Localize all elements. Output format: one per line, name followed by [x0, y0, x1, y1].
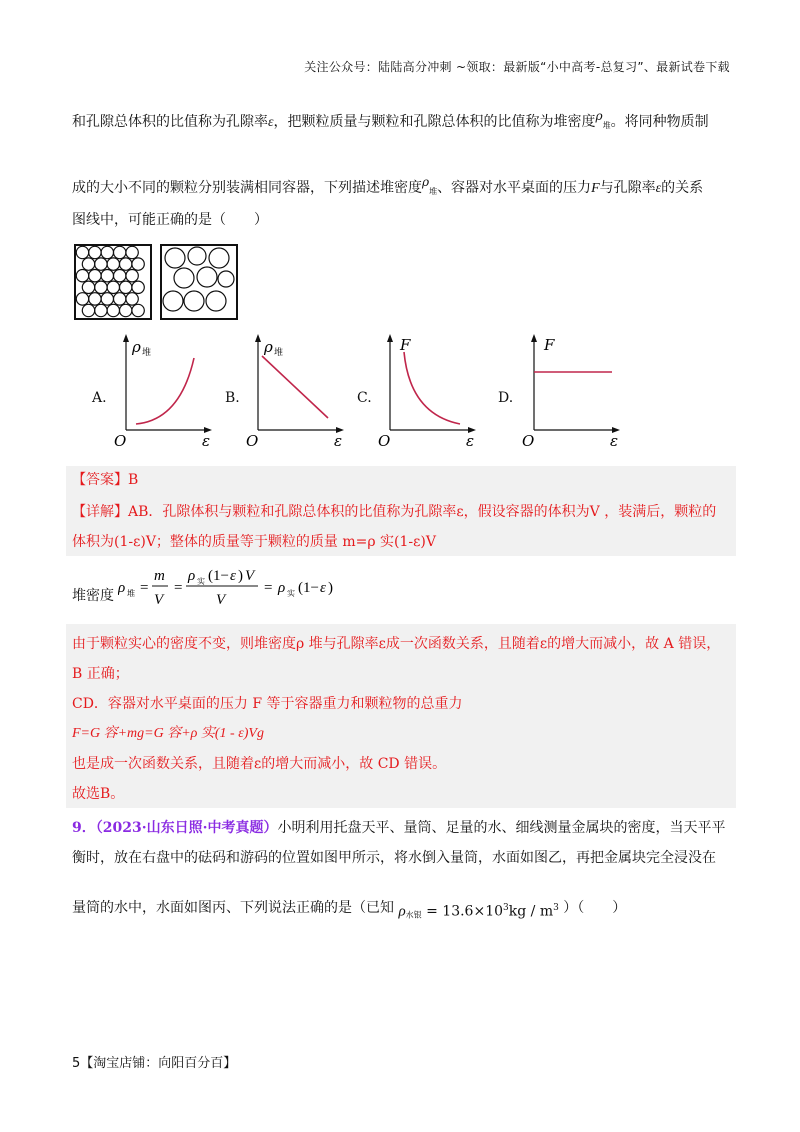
page-footer: 5【淘宝店铺：向阳百分百】 — [72, 1056, 237, 1071]
q-text: 成的大小不同的颗粒分别装满相同容器，下列描述堆密度 — [72, 180, 422, 196]
q-text: ，把颗粒质量与颗粒和孔隙总体积的比值称为堆密度 — [273, 114, 596, 130]
particle — [188, 247, 206, 265]
epsilon: ε — [655, 181, 662, 196]
particle — [218, 271, 234, 287]
y-arrow — [531, 334, 537, 342]
rho-sub: 堆 — [429, 187, 438, 196]
graph-d — [520, 330, 630, 448]
particle — [76, 293, 88, 305]
particle — [184, 291, 204, 311]
rho-symbol: ρ — [595, 109, 603, 123]
curve-a — [136, 358, 194, 424]
detail-line-1 — [72, 502, 716, 522]
detail-line-5: B 正确； — [72, 666, 129, 682]
x-label: ε — [334, 432, 343, 448]
rho-sub: 堆 — [602, 121, 611, 130]
y-label-sub: 堆 — [274, 348, 284, 358]
epsilon: ε — [268, 115, 274, 130]
detail-line-6: CD．容器对水平桌面的压力 F 等于容器重力和颗粒物的总重力 — [72, 696, 463, 712]
question-line-1 — [72, 106, 709, 136]
detail-line-4: 由于颗粒实心的密度不变，则堆密度ρ 堆与孔隙率ε成一次函数关系，且随着ε的增大而减小，故 A 错误， — [72, 636, 721, 652]
q9-number: 9． — [72, 820, 96, 836]
q-text: 、容器对水平桌面的压力 — [437, 180, 592, 196]
formula-token: 实 — [197, 577, 205, 586]
particle — [132, 304, 144, 316]
y-label-sub: 堆 — [142, 348, 152, 358]
y-arrow — [387, 334, 393, 342]
q9-text: 小明利用托盘天平、量筒、足量的水、细线测量金属块的密度，当天平平 — [277, 820, 726, 836]
formula-token: m — [154, 568, 165, 584]
particle — [95, 281, 107, 293]
q9-line-1 — [72, 818, 725, 838]
formula-token: = — [174, 580, 183, 596]
detail-text: AB．孔隙体积与颗粒和孔隙总体积的比值称为孔隙率ε，假设容器的体积为V ，装满后，颗粒的 — [128, 504, 717, 520]
force-symbol: F — [591, 181, 600, 196]
formula-token: V — [154, 592, 164, 608]
y-label: F — [400, 336, 411, 354]
particle — [82, 258, 94, 270]
y-arrow — [255, 334, 261, 342]
q-text: 与孔隙率 — [599, 180, 656, 196]
formula-token: = — [264, 580, 273, 596]
origin: O — [114, 432, 127, 448]
particle — [114, 270, 126, 282]
formula-token: ) — [328, 580, 333, 596]
detail-line-8: 也是成一次函数关系，且随着ε的增大而减小，故 CD 错误。 — [72, 756, 447, 772]
bulk-density-formula — [118, 560, 348, 616]
question-line-3: 图线中，可能正确的是（ ） — [72, 212, 268, 228]
particle — [126, 270, 138, 282]
particle — [163, 291, 183, 311]
particle — [101, 270, 113, 282]
large-particles-figure — [160, 244, 238, 320]
option-b-label: B. — [225, 390, 240, 406]
detail-line-7: F=G 容+mg=G 容+ρ 实(1 - ε)Vg — [72, 726, 264, 741]
x-label: ε — [610, 432, 619, 448]
particle — [82, 281, 94, 293]
formula-token: ρ — [398, 904, 406, 920]
formula-token: ρ — [188, 568, 196, 584]
detail-line-9: 故选B。 — [72, 786, 125, 802]
option-d-label: D. — [498, 390, 514, 406]
line-b — [262, 356, 328, 418]
formula-token: = 13.6×10 — [426, 904, 504, 920]
particle — [174, 268, 194, 288]
q9-line-2: 衡时，放在右盘中的砝码和游码的位置如图甲所示，将水倒入量筒，水面如图乙，再把金属块完全浸没在 — [72, 850, 716, 866]
formula-token: V — [245, 568, 255, 584]
particle — [114, 293, 126, 305]
q-text: 和孔隙总体积的比值称为孔隙率 — [72, 114, 268, 130]
formula-token: ε — [320, 580, 326, 596]
curve-c — [404, 352, 460, 424]
formula-token: 3 — [503, 903, 509, 914]
y-arrow — [123, 334, 129, 342]
formula-token: V — [216, 592, 226, 608]
bulk-density-label: 堆密度 — [72, 588, 114, 604]
particle — [89, 293, 101, 305]
particle — [120, 304, 132, 316]
graph-a — [112, 330, 212, 448]
q-text: 。将同种物质制 — [610, 114, 709, 130]
particle — [95, 304, 107, 316]
particle — [101, 246, 113, 258]
option-c-label: C. — [357, 390, 372, 406]
formula-token: 堆 — [127, 589, 135, 598]
particle — [76, 246, 88, 258]
q9-text: 量筒的水中，水面如图丙、下列说法正确的是（已知 — [72, 900, 394, 916]
particle — [89, 246, 101, 258]
formula-token: ) — [238, 568, 243, 584]
graph-c — [376, 330, 476, 448]
formula-token: ρ — [118, 580, 126, 596]
formula-token: ρ — [278, 580, 286, 596]
q9-text: ）（ ） — [563, 900, 627, 916]
particle — [120, 281, 132, 293]
question-line-2 — [72, 172, 703, 202]
origin: O — [246, 432, 259, 448]
answer-label: 【答案】B — [72, 472, 139, 488]
x-label: ε — [466, 432, 475, 448]
particle — [101, 293, 113, 305]
formula-token: ε — [230, 568, 236, 584]
detail-label: 【详解】 — [72, 504, 128, 520]
particle — [82, 304, 94, 316]
particle — [206, 291, 226, 311]
origin: O — [522, 432, 535, 448]
particle — [132, 258, 144, 270]
q9-source: （2023·山东日照·中考真题） — [95, 820, 278, 836]
option-a-label: A. — [92, 390, 107, 406]
particle — [89, 270, 101, 282]
formula-token: kg / m — [508, 904, 554, 920]
detail-line-2: 体积为(1-ε)V；整体的质量等于颗粒的质量 m=ρ 实(1-ε)V — [72, 534, 436, 550]
graph-b — [244, 330, 344, 448]
particle — [107, 304, 119, 316]
q-text: 的关系 — [661, 180, 704, 196]
particle — [114, 246, 126, 258]
origin: O — [378, 432, 391, 448]
particle — [126, 293, 138, 305]
particle — [107, 281, 119, 293]
y-label: F — [544, 336, 555, 354]
rho-symbol: ρ — [422, 175, 430, 189]
particle — [120, 258, 132, 270]
page-header: 关注公众号：陆陆高分冲刺 ~领取：最新版“小中高考-总复习”、最新试卷下载 — [304, 60, 730, 74]
particle — [165, 248, 185, 268]
q9-line-3 — [72, 898, 626, 926]
particle — [107, 258, 119, 270]
small-particles-figure — [74, 244, 152, 320]
formula-token: 实 — [287, 589, 295, 598]
small-particles-svg — [76, 246, 150, 318]
particle — [76, 270, 88, 282]
particle — [95, 258, 107, 270]
formula-token: 3 — [553, 903, 559, 914]
particle — [126, 246, 138, 258]
particle — [197, 267, 217, 287]
particle — [209, 248, 229, 268]
large-particles-svg — [162, 246, 236, 318]
x-label: ε — [202, 432, 211, 448]
formula-token: 水银 — [405, 911, 422, 920]
y-label: ρ — [132, 338, 141, 356]
mercury-density-formula — [398, 898, 558, 926]
formula-token: = — [140, 580, 149, 596]
formula-token: (1− — [298, 580, 319, 596]
formula-token: (1− — [208, 568, 229, 584]
y-label: ρ — [264, 338, 273, 356]
particle — [132, 281, 144, 293]
